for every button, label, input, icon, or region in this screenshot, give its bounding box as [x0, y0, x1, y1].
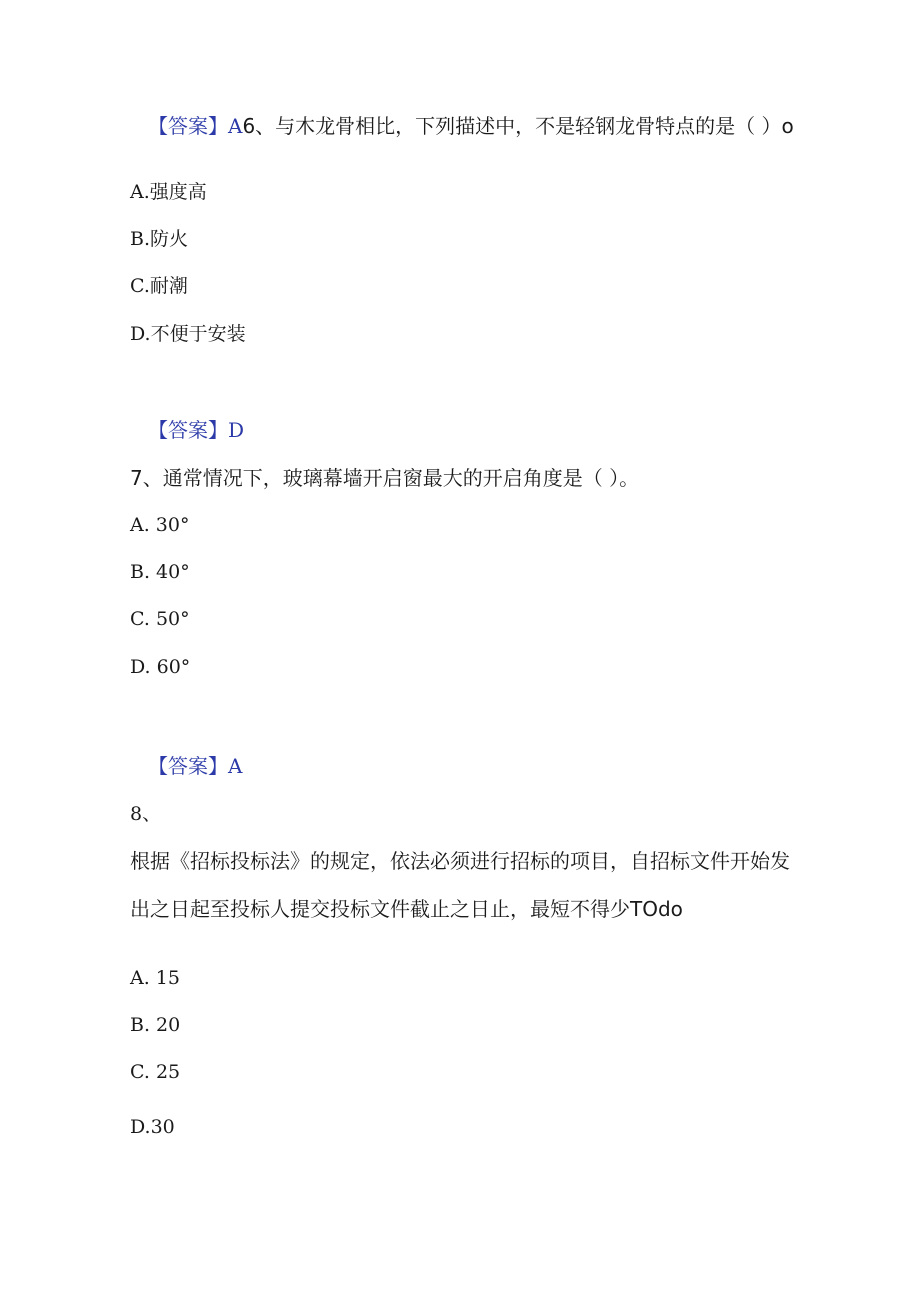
- q6-option-a: A.强度高: [130, 181, 207, 203]
- answer-label: 【答案】: [148, 754, 228, 778]
- answer-value: A: [228, 754, 243, 778]
- q8-option-b: B. 20: [130, 1014, 181, 1036]
- question-8-stem-line-1: 根据《招标投标法》的规定，依法必须进行招标的项目，自招标文件开始发: [130, 849, 790, 873]
- q7-option-c: C. 50°: [130, 608, 190, 630]
- q8-option-d: D.30: [130, 1116, 175, 1138]
- q8-option-c: C. 25: [130, 1061, 181, 1083]
- q6-option-c: C.耐潮: [130, 275, 188, 297]
- question-7-stem: 7、通常情况下，玻璃幕墙开启窗最大的开启角度是（ ）。: [130, 466, 640, 490]
- q6-option-b: B.防火: [130, 228, 189, 250]
- q6-header-line: [148, 112, 794, 140]
- q6-answer-line: [148, 416, 244, 444]
- answer-value: D: [228, 418, 245, 442]
- answer-label: 【答案】: [148, 418, 228, 442]
- question-6-stem: 6、与木龙骨相比，下列描述中，不是轻钢龙骨特点的是（ ）o: [242, 114, 794, 138]
- q7-answer-line: [148, 752, 242, 780]
- q7-option-d: D. 60°: [130, 656, 191, 678]
- answer-value: A: [228, 114, 243, 138]
- q7-option-a: A. 30°: [130, 514, 190, 536]
- question-8-number: 8、: [130, 803, 162, 825]
- question-8-stem-line-2: 出之日起至投标人提交投标文件截止之日止，最短不得少TOdo: [130, 897, 683, 921]
- q6-option-d: D.不便于安装: [130, 323, 246, 345]
- answer-label: 【答案】: [148, 114, 228, 138]
- q7-option-b: B. 40°: [130, 561, 190, 583]
- q8-option-a: A. 15: [130, 967, 180, 989]
